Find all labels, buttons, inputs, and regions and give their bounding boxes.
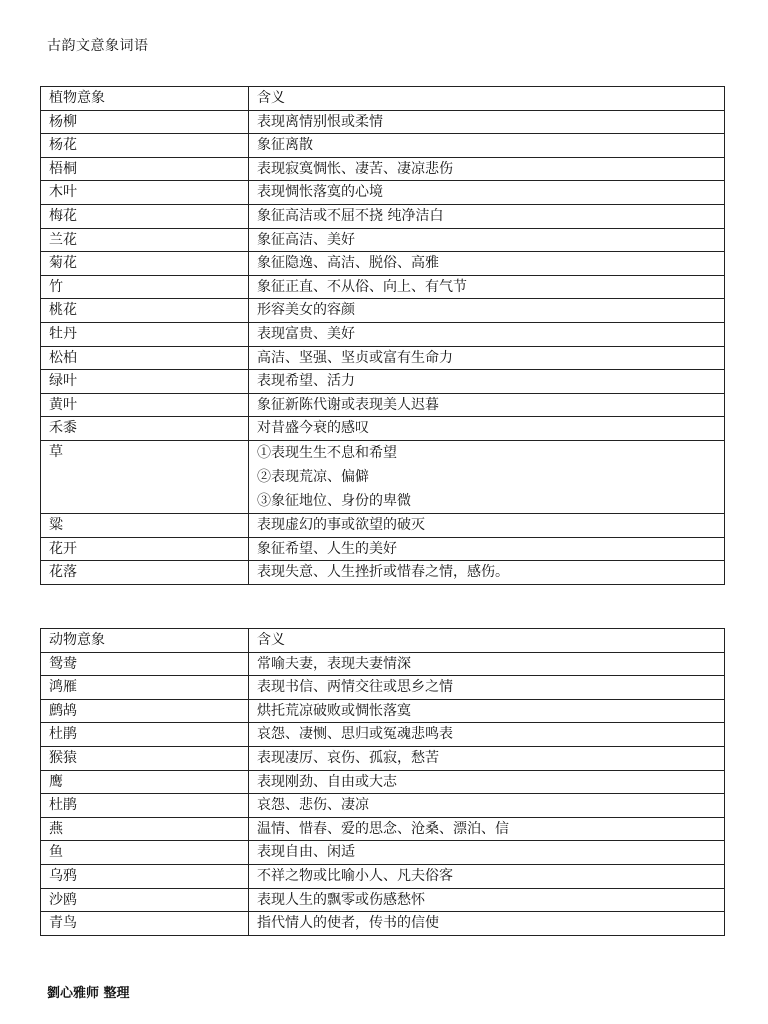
imagery-term-cell: 杜鹃	[41, 723, 249, 747]
meaning-line: ②表现荒凉、偏僻	[257, 468, 369, 485]
table-row	[41, 110, 725, 134]
animal-imagery-table	[40, 628, 725, 936]
imagery-meaning-cell: 象征希望、人生的美好	[249, 537, 725, 561]
imagery-term-cell: 绿叶	[41, 370, 249, 394]
imagery-term-cell: 松柏	[41, 346, 249, 370]
imagery-term-cell: 杨花	[41, 134, 249, 158]
imagery-meaning-cell: 不祥之物或比喻小人、凡夫俗客	[249, 864, 725, 888]
table-row	[41, 393, 725, 417]
imagery-meaning-cell: 表现刚劲、自由或大志	[249, 770, 725, 794]
imagery-meaning-cell	[249, 440, 725, 513]
imagery-meaning-cell: 表现惆怅落寞的心境	[249, 181, 725, 205]
imagery-term-cell: 鱼	[41, 841, 249, 865]
table-row	[41, 181, 725, 205]
imagery-term-cell: 鸿雁	[41, 676, 249, 700]
plant-table-body	[41, 87, 725, 585]
imagery-term-cell: 杨柳	[41, 110, 249, 134]
table-row	[41, 157, 725, 181]
imagery-term-cell: 猴猿	[41, 746, 249, 770]
imagery-term-cell: 燕	[41, 817, 249, 841]
imagery-term-cell: 青鸟	[41, 912, 249, 936]
table-row	[41, 699, 725, 723]
imagery-meaning-cell: 表现失意、人生挫折或惜春之情，感伤。	[249, 561, 725, 585]
imagery-term-cell: 兰花	[41, 228, 249, 252]
table-row	[41, 723, 725, 747]
table-row	[41, 346, 725, 370]
imagery-meaning-cell: 指代情人的使者，传书的信使	[249, 912, 725, 936]
header-cell-term: 动物意象	[41, 629, 249, 653]
table-row	[41, 770, 725, 794]
table-row	[41, 864, 725, 888]
page-title: 古韵文意象词语	[47, 38, 149, 54]
table-row	[41, 888, 725, 912]
table-row	[41, 228, 725, 252]
plant-imagery-table	[40, 86, 725, 585]
imagery-meaning-cell: 哀怨、悲伤、凄凉	[249, 794, 725, 818]
table-row	[41, 204, 725, 228]
imagery-term-cell: 粱	[41, 513, 249, 537]
imagery-meaning-cell: 烘托荒凉破败或惆怅落寞	[249, 699, 725, 723]
meaning-line: ③象征地位、身份的卑微	[257, 492, 411, 509]
imagery-meaning-cell: 表现寂寞惆怅、凄苦、凄凉悲伤	[249, 157, 725, 181]
table-row	[41, 322, 725, 346]
meaning-line: ①表现生生不息和希望	[257, 444, 397, 461]
table-row	[41, 746, 725, 770]
imagery-term-cell: 竹	[41, 275, 249, 299]
table-header-row	[41, 87, 725, 111]
table-row	[41, 652, 725, 676]
imagery-meaning-cell: 对昔盛今衰的感叹	[249, 417, 725, 441]
imagery-meaning-cell: 常喻夫妻，表现夫妻情深	[249, 652, 725, 676]
imagery-meaning-cell: 表现虚幻的事或欲望的破灭	[249, 513, 725, 537]
imagery-meaning-cell: 表现离情别恨或柔情	[249, 110, 725, 134]
animal-table-body	[41, 629, 725, 936]
table-row	[41, 252, 725, 276]
imagery-meaning-cell: 表现富贵、美好	[249, 322, 725, 346]
table-row	[41, 513, 725, 537]
imagery-meaning-cell: 象征正直、不从俗、向上、有气节	[249, 275, 725, 299]
imagery-meaning-cell: 表现自由、闲适	[249, 841, 725, 865]
table-row	[41, 440, 725, 513]
table-row	[41, 817, 725, 841]
table-row	[41, 275, 725, 299]
imagery-term-cell: 乌鸦	[41, 864, 249, 888]
imagery-meaning-cell: 温情、惜春、爱的思念、沧桑、漂泊、信	[249, 817, 725, 841]
imagery-term-cell: 木叶	[41, 181, 249, 205]
imagery-term-cell: 鹧鸪	[41, 699, 249, 723]
imagery-term-cell: 黄叶	[41, 393, 249, 417]
imagery-term-cell: 鹰	[41, 770, 249, 794]
imagery-term-cell: 桃花	[41, 299, 249, 323]
imagery-meaning-cell: 象征新陈代谢或表现美人迟暮	[249, 393, 725, 417]
header-cell-meaning: 含义	[249, 629, 725, 653]
table-row	[41, 134, 725, 158]
table-header-row	[41, 629, 725, 653]
imagery-term-cell: 沙鸥	[41, 888, 249, 912]
imagery-meaning-cell: 表现书信、两情交往或思乡之情	[249, 676, 725, 700]
imagery-meaning-cell: 表现希望、活力	[249, 370, 725, 394]
table-row	[41, 537, 725, 561]
imagery-meaning-cell: 高洁、坚强、坚贞或富有生命力	[249, 346, 725, 370]
imagery-term-cell: 花落	[41, 561, 249, 585]
imagery-term-cell: 菊花	[41, 252, 249, 276]
imagery-meaning-cell: 象征高洁或不屈不挠 纯净洁白	[249, 204, 725, 228]
table-row	[41, 561, 725, 585]
imagery-term-cell: 梅花	[41, 204, 249, 228]
imagery-term-cell: 牡丹	[41, 322, 249, 346]
imagery-term-cell: 草	[41, 440, 249, 513]
table-row	[41, 370, 725, 394]
table-row	[41, 912, 725, 936]
imagery-term-cell: 鸳鸯	[41, 652, 249, 676]
footer-credit: 劉心雅师 整理	[47, 986, 130, 1001]
imagery-meaning-cell: 形容美女的容颜	[249, 299, 725, 323]
imagery-term-cell: 花开	[41, 537, 249, 561]
table-row	[41, 794, 725, 818]
header-cell-term: 植物意象	[41, 87, 249, 111]
imagery-meaning-cell: 表现人生的飘零或伤感愁怀	[249, 888, 725, 912]
imagery-term-cell: 禾黍	[41, 417, 249, 441]
imagery-meaning-cell: 哀怨、凄恻、思归或冤魂悲鸣表	[249, 723, 725, 747]
table-row	[41, 417, 725, 441]
imagery-meaning-cell: 表现凄厉、哀伤、孤寂，愁苦	[249, 746, 725, 770]
table-row	[41, 299, 725, 323]
imagery-term-cell: 梧桐	[41, 157, 249, 181]
imagery-term-cell: 杜鹃	[41, 794, 249, 818]
header-cell-meaning: 含义	[249, 87, 725, 111]
imagery-meaning-cell: 象征隐逸、高洁、脱俗、高雅	[249, 252, 725, 276]
table-row	[41, 676, 725, 700]
imagery-meaning-cell: 象征高洁、美好	[249, 228, 725, 252]
imagery-meaning-cell: 象征离散	[249, 134, 725, 158]
table-row	[41, 841, 725, 865]
